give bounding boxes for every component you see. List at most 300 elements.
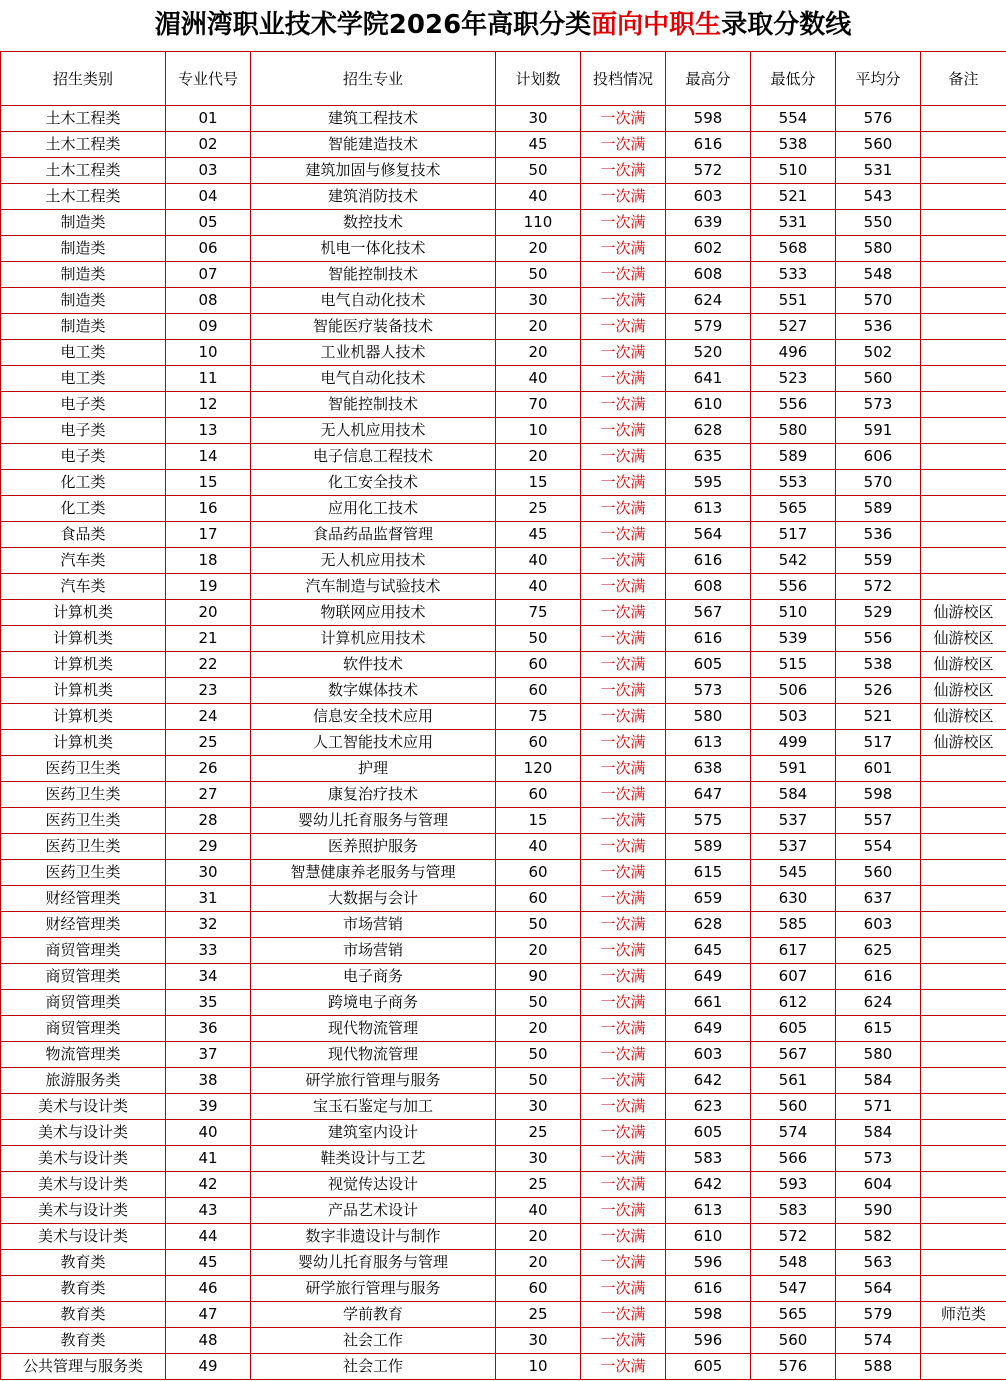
header-avg: 平均分 bbox=[836, 52, 921, 106]
cell-major: 数字媒体技术 bbox=[251, 678, 496, 704]
cell-status: 一次满 bbox=[581, 1120, 666, 1146]
cell-note bbox=[921, 834, 1006, 860]
cell-avg: 572 bbox=[836, 574, 921, 600]
cell-min: 538 bbox=[751, 132, 836, 158]
table-row bbox=[1, 1042, 1006, 1068]
cell-max: 628 bbox=[666, 912, 751, 938]
cell-status: 一次满 bbox=[581, 132, 666, 158]
cell-status: 一次满 bbox=[581, 548, 666, 574]
cell-category: 医药卫生类 bbox=[1, 756, 166, 782]
cell-plan: 60 bbox=[496, 652, 581, 678]
cell-major: 智能控制技术 bbox=[251, 392, 496, 418]
cell-min: 560 bbox=[751, 1328, 836, 1354]
header-max: 最高分 bbox=[666, 52, 751, 106]
cell-code: 18 bbox=[166, 548, 251, 574]
cell-avg: 521 bbox=[836, 704, 921, 730]
header-plan: 计划数 bbox=[496, 52, 581, 106]
cell-max: 613 bbox=[666, 730, 751, 756]
cell-max: 616 bbox=[666, 626, 751, 652]
cell-code: 37 bbox=[166, 1042, 251, 1068]
cell-min: 589 bbox=[751, 444, 836, 470]
cell-category: 美术与设计类 bbox=[1, 1094, 166, 1120]
cell-category: 教育类 bbox=[1, 1250, 166, 1276]
cell-min: 547 bbox=[751, 1276, 836, 1302]
cell-note bbox=[921, 366, 1006, 392]
cell-max: 583 bbox=[666, 1146, 751, 1172]
cell-max: 520 bbox=[666, 340, 751, 366]
cell-category: 制造类 bbox=[1, 236, 166, 262]
cell-note bbox=[921, 1250, 1006, 1276]
cell-avg: 554 bbox=[836, 834, 921, 860]
table-row bbox=[1, 132, 1006, 158]
cell-major: 软件技术 bbox=[251, 652, 496, 678]
table-row bbox=[1, 470, 1006, 496]
cell-plan: 75 bbox=[496, 600, 581, 626]
cell-major: 建筑消防技术 bbox=[251, 184, 496, 210]
cell-min: 539 bbox=[751, 626, 836, 652]
cell-note bbox=[921, 1354, 1006, 1380]
cell-code: 35 bbox=[166, 990, 251, 1016]
cell-status: 一次满 bbox=[581, 366, 666, 392]
cell-status: 一次满 bbox=[581, 704, 666, 730]
cell-avg: 563 bbox=[836, 1250, 921, 1276]
cell-code: 49 bbox=[166, 1354, 251, 1380]
cell-plan: 50 bbox=[496, 1042, 581, 1068]
cell-min: 556 bbox=[751, 574, 836, 600]
cell-note bbox=[921, 808, 1006, 834]
cell-plan: 60 bbox=[496, 860, 581, 886]
table-row bbox=[1, 652, 1006, 678]
cell-note bbox=[921, 1198, 1006, 1224]
cell-note bbox=[921, 1042, 1006, 1068]
header-status: 投档情况 bbox=[581, 52, 666, 106]
cell-code: 17 bbox=[166, 522, 251, 548]
cell-code: 03 bbox=[166, 158, 251, 184]
cell-min: 510 bbox=[751, 158, 836, 184]
cell-status: 一次满 bbox=[581, 314, 666, 340]
cell-max: 623 bbox=[666, 1094, 751, 1120]
cell-category: 商贸管理类 bbox=[1, 1016, 166, 1042]
table-row bbox=[1, 444, 1006, 470]
cell-note bbox=[921, 106, 1006, 132]
cell-min: 527 bbox=[751, 314, 836, 340]
cell-note bbox=[921, 158, 1006, 184]
cell-avg: 603 bbox=[836, 912, 921, 938]
cell-avg: 580 bbox=[836, 1042, 921, 1068]
cell-avg: 625 bbox=[836, 938, 921, 964]
cell-category: 计算机类 bbox=[1, 730, 166, 756]
cell-max: 635 bbox=[666, 444, 751, 470]
cell-avg: 526 bbox=[836, 678, 921, 704]
cell-max: 596 bbox=[666, 1250, 751, 1276]
cell-note bbox=[921, 418, 1006, 444]
cell-status: 一次满 bbox=[581, 652, 666, 678]
cell-major: 鞋类设计与工艺 bbox=[251, 1146, 496, 1172]
cell-category: 汽车类 bbox=[1, 574, 166, 600]
cell-min: 537 bbox=[751, 808, 836, 834]
header-row bbox=[1, 52, 1006, 106]
cell-max: 615 bbox=[666, 860, 751, 886]
table-row bbox=[1, 626, 1006, 652]
header-note: 备注 bbox=[921, 52, 1006, 106]
cell-plan: 110 bbox=[496, 210, 581, 236]
cell-status: 一次满 bbox=[581, 626, 666, 652]
cell-code: 10 bbox=[166, 340, 251, 366]
cell-major: 医养照护服务 bbox=[251, 834, 496, 860]
cell-plan: 50 bbox=[496, 262, 581, 288]
cell-status: 一次满 bbox=[581, 1068, 666, 1094]
table-body bbox=[1, 106, 1006, 1380]
cell-avg: 637 bbox=[836, 886, 921, 912]
cell-max: 564 bbox=[666, 522, 751, 548]
cell-category: 计算机类 bbox=[1, 652, 166, 678]
cell-status: 一次满 bbox=[581, 1302, 666, 1328]
header-category: 招生类别 bbox=[1, 52, 166, 106]
table-row bbox=[1, 1172, 1006, 1198]
table-row bbox=[1, 418, 1006, 444]
cell-max: 589 bbox=[666, 834, 751, 860]
cell-avg: 556 bbox=[836, 626, 921, 652]
table-row bbox=[1, 106, 1006, 132]
cell-avg: 571 bbox=[836, 1094, 921, 1120]
cell-note bbox=[921, 860, 1006, 886]
cell-max: 649 bbox=[666, 1016, 751, 1042]
cell-min: 548 bbox=[751, 1250, 836, 1276]
cell-max: 616 bbox=[666, 548, 751, 574]
cell-avg: 502 bbox=[836, 340, 921, 366]
cell-plan: 50 bbox=[496, 158, 581, 184]
table-row bbox=[1, 314, 1006, 340]
cell-status: 一次满 bbox=[581, 106, 666, 132]
cell-status: 一次满 bbox=[581, 210, 666, 236]
cell-code: 11 bbox=[166, 366, 251, 392]
header-major: 招生专业 bbox=[251, 52, 496, 106]
cell-major: 婴幼儿托育服务与管理 bbox=[251, 1250, 496, 1276]
cell-max: 628 bbox=[666, 418, 751, 444]
cell-avg: 580 bbox=[836, 236, 921, 262]
cell-code: 13 bbox=[166, 418, 251, 444]
cell-plan: 20 bbox=[496, 1250, 581, 1276]
cell-note bbox=[921, 756, 1006, 782]
cell-avg: 624 bbox=[836, 990, 921, 1016]
cell-status: 一次满 bbox=[581, 990, 666, 1016]
cell-plan: 40 bbox=[496, 574, 581, 600]
cell-min: 560 bbox=[751, 1094, 836, 1120]
table-row bbox=[1, 678, 1006, 704]
cell-max: 572 bbox=[666, 158, 751, 184]
cell-plan: 40 bbox=[496, 184, 581, 210]
cell-major: 现代物流管理 bbox=[251, 1042, 496, 1068]
cell-avg: 588 bbox=[836, 1354, 921, 1380]
cell-plan: 50 bbox=[496, 912, 581, 938]
cell-plan: 25 bbox=[496, 1302, 581, 1328]
cell-category: 旅游服务类 bbox=[1, 1068, 166, 1094]
table-row bbox=[1, 210, 1006, 236]
cell-min: 591 bbox=[751, 756, 836, 782]
cell-plan: 50 bbox=[496, 1068, 581, 1094]
cell-plan: 15 bbox=[496, 808, 581, 834]
cell-code: 12 bbox=[166, 392, 251, 418]
cell-note: 仙游校区 bbox=[921, 678, 1006, 704]
cell-code: 02 bbox=[166, 132, 251, 158]
cell-max: 610 bbox=[666, 392, 751, 418]
table-row bbox=[1, 1146, 1006, 1172]
cell-code: 34 bbox=[166, 964, 251, 990]
cell-major: 电气自动化技术 bbox=[251, 366, 496, 392]
cell-note bbox=[921, 288, 1006, 314]
cell-avg: 604 bbox=[836, 1172, 921, 1198]
cell-min: 567 bbox=[751, 1042, 836, 1068]
table-row bbox=[1, 236, 1006, 262]
cell-major: 产品艺术设计 bbox=[251, 1198, 496, 1224]
cell-min: 496 bbox=[751, 340, 836, 366]
page-title bbox=[0, 0, 1006, 51]
cell-category: 化工类 bbox=[1, 496, 166, 522]
cell-code: 06 bbox=[166, 236, 251, 262]
cell-status: 一次满 bbox=[581, 1276, 666, 1302]
cell-max: 661 bbox=[666, 990, 751, 1016]
cell-max: 580 bbox=[666, 704, 751, 730]
cell-note: 仙游校区 bbox=[921, 600, 1006, 626]
cell-status: 一次满 bbox=[581, 574, 666, 600]
cell-min: 565 bbox=[751, 1302, 836, 1328]
cell-code: 31 bbox=[166, 886, 251, 912]
table-row bbox=[1, 834, 1006, 860]
cell-note bbox=[921, 1068, 1006, 1094]
cell-category: 计算机类 bbox=[1, 626, 166, 652]
cell-avg: 591 bbox=[836, 418, 921, 444]
cell-plan: 50 bbox=[496, 626, 581, 652]
cell-avg: 589 bbox=[836, 496, 921, 522]
cell-avg: 536 bbox=[836, 314, 921, 340]
cell-avg: 548 bbox=[836, 262, 921, 288]
cell-code: 38 bbox=[166, 1068, 251, 1094]
table-row bbox=[1, 288, 1006, 314]
cell-max: 579 bbox=[666, 314, 751, 340]
cell-min: 554 bbox=[751, 106, 836, 132]
cell-major: 研学旅行管理与服务 bbox=[251, 1068, 496, 1094]
cell-avg: 574 bbox=[836, 1328, 921, 1354]
cell-plan: 10 bbox=[496, 418, 581, 444]
cell-max: 610 bbox=[666, 1224, 751, 1250]
cell-code: 07 bbox=[166, 262, 251, 288]
table-row bbox=[1, 1302, 1006, 1328]
cell-avg: 584 bbox=[836, 1120, 921, 1146]
cell-note bbox=[921, 1120, 1006, 1146]
cell-plan: 60 bbox=[496, 730, 581, 756]
table-row bbox=[1, 808, 1006, 834]
cell-category: 公共管理与服务类 bbox=[1, 1354, 166, 1380]
cell-max: 613 bbox=[666, 1198, 751, 1224]
cell-max: 602 bbox=[666, 236, 751, 262]
cell-min: 580 bbox=[751, 418, 836, 444]
cell-max: 605 bbox=[666, 652, 751, 678]
cell-code: 46 bbox=[166, 1276, 251, 1302]
cell-plan: 20 bbox=[496, 444, 581, 470]
cell-status: 一次满 bbox=[581, 1042, 666, 1068]
cell-status: 一次满 bbox=[581, 1198, 666, 1224]
cell-plan: 40 bbox=[496, 366, 581, 392]
cell-category: 教育类 bbox=[1, 1302, 166, 1328]
cell-min: 551 bbox=[751, 288, 836, 314]
cell-max: 642 bbox=[666, 1068, 751, 1094]
cell-major: 机电一体化技术 bbox=[251, 236, 496, 262]
cell-note bbox=[921, 1094, 1006, 1120]
cell-major: 康复治疗技术 bbox=[251, 782, 496, 808]
cell-avg: 550 bbox=[836, 210, 921, 236]
cell-category: 美术与设计类 bbox=[1, 1198, 166, 1224]
cell-plan: 20 bbox=[496, 236, 581, 262]
table-row bbox=[1, 340, 1006, 366]
cell-major: 汽车制造与试验技术 bbox=[251, 574, 496, 600]
cell-note bbox=[921, 340, 1006, 366]
cell-plan: 25 bbox=[496, 1172, 581, 1198]
cell-avg: 559 bbox=[836, 548, 921, 574]
table-row bbox=[1, 860, 1006, 886]
cell-status: 一次满 bbox=[581, 756, 666, 782]
cell-avg: 570 bbox=[836, 288, 921, 314]
cell-max: 603 bbox=[666, 184, 751, 210]
cell-plan: 20 bbox=[496, 938, 581, 964]
cell-major: 智慧健康养老服务与管理 bbox=[251, 860, 496, 886]
cell-status: 一次满 bbox=[581, 262, 666, 288]
cell-major: 智能医疗装备技术 bbox=[251, 314, 496, 340]
cell-avg: 536 bbox=[836, 522, 921, 548]
cell-major: 无人机应用技术 bbox=[251, 548, 496, 574]
cell-avg: 615 bbox=[836, 1016, 921, 1042]
cell-status: 一次满 bbox=[581, 938, 666, 964]
cell-code: 04 bbox=[166, 184, 251, 210]
admission-score-table bbox=[0, 51, 1006, 1380]
cell-category: 教育类 bbox=[1, 1276, 166, 1302]
cell-status: 一次满 bbox=[581, 288, 666, 314]
cell-max: 608 bbox=[666, 574, 751, 600]
cell-status: 一次满 bbox=[581, 340, 666, 366]
table-row bbox=[1, 600, 1006, 626]
cell-min: 556 bbox=[751, 392, 836, 418]
cell-min: 585 bbox=[751, 912, 836, 938]
cell-status: 一次满 bbox=[581, 496, 666, 522]
cell-status: 一次满 bbox=[581, 444, 666, 470]
cell-major: 智能控制技术 bbox=[251, 262, 496, 288]
cell-avg: 543 bbox=[836, 184, 921, 210]
cell-max: 567 bbox=[666, 600, 751, 626]
table-row bbox=[1, 756, 1006, 782]
cell-code: 40 bbox=[166, 1120, 251, 1146]
cell-min: 553 bbox=[751, 470, 836, 496]
cell-max: 603 bbox=[666, 1042, 751, 1068]
cell-max: 596 bbox=[666, 1328, 751, 1354]
cell-code: 32 bbox=[166, 912, 251, 938]
cell-status: 一次满 bbox=[581, 1354, 666, 1380]
cell-max: 659 bbox=[666, 886, 751, 912]
cell-max: 575 bbox=[666, 808, 751, 834]
cell-plan: 15 bbox=[496, 470, 581, 496]
cell-code: 29 bbox=[166, 834, 251, 860]
cell-avg: 538 bbox=[836, 652, 921, 678]
cell-min: 576 bbox=[751, 1354, 836, 1380]
cell-major: 建筑工程技术 bbox=[251, 106, 496, 132]
cell-max: 613 bbox=[666, 496, 751, 522]
cell-plan: 50 bbox=[496, 990, 581, 1016]
cell-category: 计算机类 bbox=[1, 600, 166, 626]
cell-plan: 40 bbox=[496, 548, 581, 574]
cell-note bbox=[921, 548, 1006, 574]
cell-note bbox=[921, 964, 1006, 990]
cell-code: 47 bbox=[166, 1302, 251, 1328]
cell-category: 商贸管理类 bbox=[1, 964, 166, 990]
cell-status: 一次满 bbox=[581, 886, 666, 912]
cell-category: 计算机类 bbox=[1, 678, 166, 704]
cell-plan: 45 bbox=[496, 522, 581, 548]
cell-note bbox=[921, 262, 1006, 288]
cell-note bbox=[921, 990, 1006, 1016]
title-prefix: 湄洲湾职业技术学院2026年高职分类 bbox=[154, 10, 592, 40]
cell-min: 593 bbox=[751, 1172, 836, 1198]
cell-plan: 40 bbox=[496, 1198, 581, 1224]
table-row bbox=[1, 704, 1006, 730]
cell-status: 一次满 bbox=[581, 1172, 666, 1198]
cell-plan: 60 bbox=[496, 782, 581, 808]
table-row bbox=[1, 574, 1006, 600]
title-highlight: 面向中职生 bbox=[591, 10, 722, 40]
cell-category: 医药卫生类 bbox=[1, 860, 166, 886]
cell-note bbox=[921, 444, 1006, 470]
cell-status: 一次满 bbox=[581, 860, 666, 886]
cell-avg: 531 bbox=[836, 158, 921, 184]
cell-max: 645 bbox=[666, 938, 751, 964]
cell-plan: 120 bbox=[496, 756, 581, 782]
cell-note bbox=[921, 1328, 1006, 1354]
cell-note bbox=[921, 938, 1006, 964]
cell-code: 15 bbox=[166, 470, 251, 496]
cell-category: 美术与设计类 bbox=[1, 1146, 166, 1172]
cell-note bbox=[921, 1172, 1006, 1198]
cell-max: 641 bbox=[666, 366, 751, 392]
cell-code: 25 bbox=[166, 730, 251, 756]
cell-code: 22 bbox=[166, 652, 251, 678]
cell-plan: 25 bbox=[496, 1120, 581, 1146]
cell-major: 市场营销 bbox=[251, 912, 496, 938]
cell-major: 应用化工技术 bbox=[251, 496, 496, 522]
cell-min: 517 bbox=[751, 522, 836, 548]
cell-avg: 560 bbox=[836, 366, 921, 392]
cell-avg: 579 bbox=[836, 1302, 921, 1328]
cell-category: 美术与设计类 bbox=[1, 1224, 166, 1250]
cell-avg: 598 bbox=[836, 782, 921, 808]
cell-code: 16 bbox=[166, 496, 251, 522]
cell-note bbox=[921, 184, 1006, 210]
cell-plan: 30 bbox=[496, 106, 581, 132]
cell-plan: 30 bbox=[496, 288, 581, 314]
cell-min: 533 bbox=[751, 262, 836, 288]
title-suffix: 录取分数线 bbox=[721, 10, 852, 40]
cell-category: 电工类 bbox=[1, 366, 166, 392]
cell-min: 515 bbox=[751, 652, 836, 678]
cell-major: 护理 bbox=[251, 756, 496, 782]
cell-code: 23 bbox=[166, 678, 251, 704]
cell-plan: 30 bbox=[496, 1328, 581, 1354]
cell-status: 一次满 bbox=[581, 522, 666, 548]
cell-category: 美术与设计类 bbox=[1, 1120, 166, 1146]
cell-min: 630 bbox=[751, 886, 836, 912]
cell-avg: 570 bbox=[836, 470, 921, 496]
cell-category: 化工类 bbox=[1, 470, 166, 496]
table-row bbox=[1, 964, 1006, 990]
cell-code: 24 bbox=[166, 704, 251, 730]
cell-category: 财经管理类 bbox=[1, 912, 166, 938]
cell-status: 一次满 bbox=[581, 600, 666, 626]
